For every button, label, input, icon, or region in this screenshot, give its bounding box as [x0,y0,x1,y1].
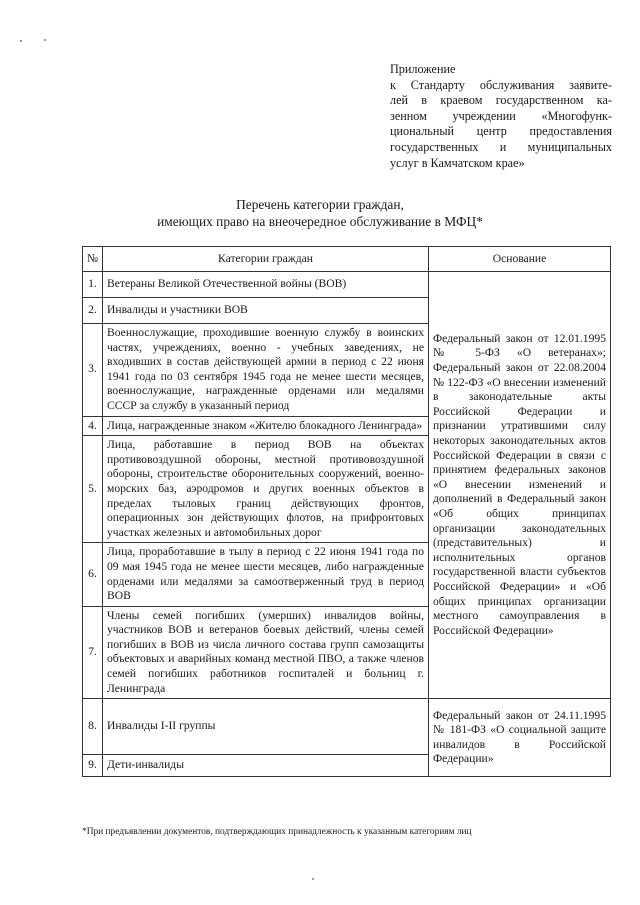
row-num: 3. [83,324,103,417]
annex-line: зенном учреждении «Многофунк- [390,108,612,123]
row-num: 2. [83,298,103,324]
row-category: Военнослужащие, проходившие военную службу в воинских частях, учреждениях, военно - учебных заведениях, не входивших в состав действующей армии в период с 22 июня 1941 года по 03 сентября 1945 года не менее шести месяцев, военнослужащие, награжденные орденами или медалями СССР за службу в указанный период [103,324,429,417]
row-num: 9. [83,755,103,777]
categories-table [82,246,611,777]
table-header-row [83,247,611,272]
title-line-1: Перечень категории граждан, [236,197,404,212]
annex-line: к Стандарту обслуживания заявите- [390,77,612,92]
scan-speck [44,39,46,41]
annex-line: лей в краевом государственном ка- [390,93,612,108]
header-category: Категории граждан [103,247,429,272]
row-category: Инвалиды и участники ВОВ [103,298,429,324]
row-category: Лица, проработавшие в тылу в период с 22 июня 1941 года по 09 мая 1945 года не менее шести месяцев, либо награжденные орденами или медалями за самоотверженный труд в период ВОВ [103,543,429,606]
scan-speck [20,40,22,42]
basis-disabled-law: Федеральный закон от 24.11.1995 № 181-ФЗ «О социальной защите инвалидов в Российской Федерации» [429,699,611,777]
row-num: 1. [83,272,103,298]
row-category: Дети-инвалиды [103,755,429,777]
annex-line: государственных и муниципальных [390,139,612,154]
document-title [120,197,520,230]
row-num: 6. [83,543,103,606]
row-category: Лица, награжденные знаком «Жителю блокадного Ленинграда» [103,416,429,436]
header-num: № [83,247,103,272]
row-category: Лица, работавшие в период ВОВ на объектах противовоздушной обороны, местной противовоздушной обороны, строительстве оборонительных сооружений, военно-морских баз, аэродромов и других военных объектов в пределах тыловых границ действующих фронтов, операционных зон действующих флотов, на прифронтовых участках железных и автомобильных дорог [103,436,429,543]
annex-line: услуг в Камчатском крае» [390,155,525,170]
row-num: 8. [83,699,103,755]
row-category: Члены семей погибших (умерших) инвалидов войны, участников ВОВ и ветеранов боевых действий, члены семей погибших в ВОВ из числа личного состава групп самозащиты объектовых и аварийных команд местной ПВО, а также членов семей погибших работников госпиталей и больниц г. Ленинграда [103,606,429,699]
row-num: 5. [83,436,103,543]
scan-speck [312,878,314,880]
annex-header [390,62,612,171]
basis-veterans-law: Федеральный закон от 12.01.1995 № 5-ФЗ «О ветеранах»; Федеральный закон от 22.08.2004 № 122-ФЗ «О внесении изменений в законодательные акты Российской Федерации и признании утратившими силу некоторых законодательных актов Российской Федерации в связи с принятием федеральных законов «О внесении изменений и дополнений в Федеральный закон «Об общих принципах организации законодательных (представительных) и исполнительных органов государственной власти субъектов Российской Федерации» и «Об общих принципах организации местного самоуправления в Российской Федерации» [429,272,611,699]
annex-line: Приложение [390,62,456,76]
footnote: *При предъявлении документов, подтверждающих принадлежность к указанным категориям лиц [82,827,472,837]
row-category: Ветераны Великой Отечественной войны (ВОВ) [103,272,429,298]
row-num: 7. [83,606,103,699]
header-basis: Основание [429,247,611,272]
table-row [83,699,611,755]
table-row [83,272,611,298]
title-line-2: имеющих право на внеочередное обслуживание в МФЦ* [157,213,483,229]
annex-line: циональный центр предоставления [390,124,612,139]
row-category: Инвалиды I-II группы [103,699,429,755]
row-num: 4. [83,416,103,436]
